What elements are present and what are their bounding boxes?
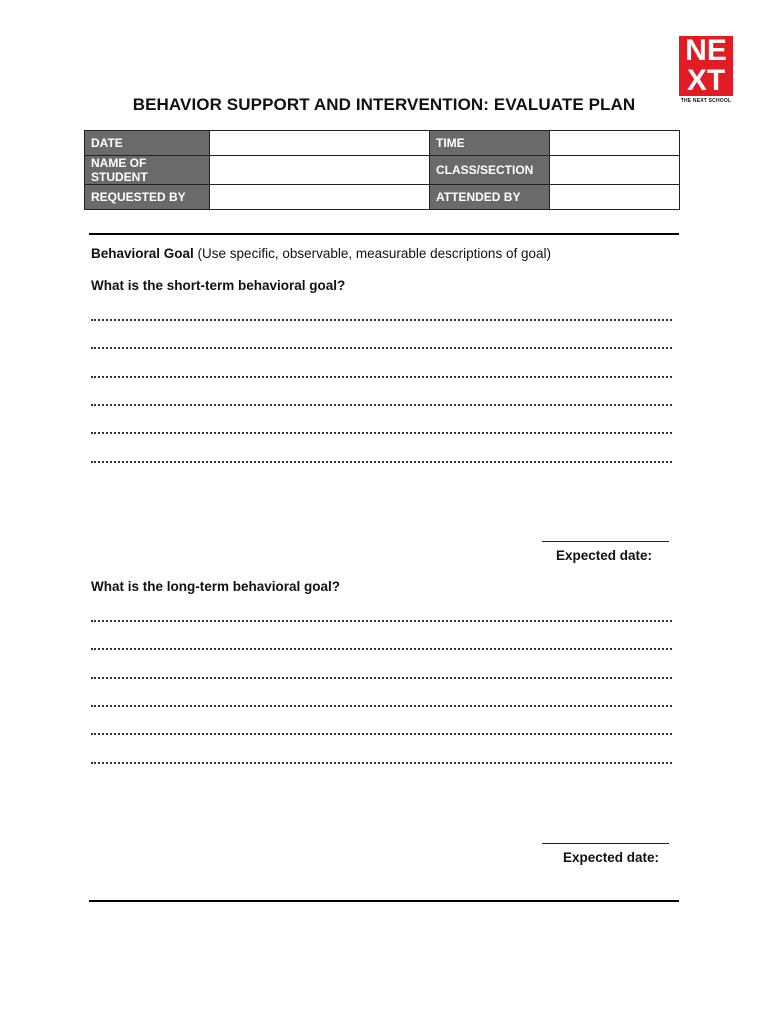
short-term-question: What is the short-term behavioral goal? xyxy=(91,278,346,293)
next-school-logo xyxy=(679,36,733,104)
long-term-answer-line-4[interactable] xyxy=(91,705,672,707)
short-term-answer-line-5[interactable] xyxy=(91,432,672,434)
section-divider-bottom xyxy=(89,900,679,902)
logo-line2: XT xyxy=(686,64,726,97)
logo-line1: NE xyxy=(685,34,727,67)
student-name-label: NAME OF STUDENT xyxy=(85,156,210,185)
short-term-answer-line-4[interactable] xyxy=(91,404,672,406)
long-term-answer-line-1[interactable] xyxy=(91,620,672,622)
time-label: TIME xyxy=(430,131,550,156)
behavioral-goal-note: (Use specific, observable, measurable descriptions of goal) xyxy=(193,246,551,261)
attended-by-field[interactable] xyxy=(550,185,680,210)
attended-by-label: ATTENDED BY xyxy=(430,185,550,210)
long-term-answer-line-6[interactable] xyxy=(91,762,672,764)
student-name-field[interactable] xyxy=(210,156,430,185)
short-term-expected-date-label: Expected date: xyxy=(556,548,653,563)
table-row xyxy=(85,185,680,210)
short-term-expected-date-line[interactable] xyxy=(542,541,669,542)
table-row xyxy=(85,131,680,156)
time-field[interactable] xyxy=(550,131,680,156)
logo-mark xyxy=(679,36,733,96)
section-divider-top xyxy=(89,233,679,235)
short-term-answer-line-2[interactable] xyxy=(91,347,672,349)
requested-by-field[interactable] xyxy=(210,185,430,210)
date-label: DATE xyxy=(85,131,210,156)
table-row xyxy=(85,156,680,185)
behavioral-goal-intro xyxy=(91,246,551,261)
behavioral-goal-heading: Behavioral Goal xyxy=(91,246,194,261)
long-term-expected-date-line[interactable] xyxy=(542,843,669,844)
logo-tagline: THE NEXT SCHOOL xyxy=(680,98,732,104)
long-term-answer-line-2[interactable] xyxy=(91,648,672,650)
class-section-label: CLASS/SECTION xyxy=(430,156,550,185)
short-term-answer-line-3[interactable] xyxy=(91,376,672,378)
short-term-answer-line-6[interactable] xyxy=(91,461,672,463)
long-term-expected-date-label: Expected date: xyxy=(563,850,660,865)
long-term-answer-line-3[interactable] xyxy=(91,677,672,679)
requested-by-label: REQUESTED BY xyxy=(85,185,210,210)
long-term-question: What is the long-term behavioral goal? xyxy=(91,579,341,594)
date-field[interactable] xyxy=(210,131,430,156)
short-term-answer-line-1[interactable] xyxy=(91,319,672,321)
class-section-field[interactable] xyxy=(550,156,680,185)
page-title: BEHAVIOR SUPPORT AND INTERVENTION: EVALUATE PLAN xyxy=(132,95,636,114)
info-table xyxy=(84,130,680,210)
long-term-answer-line-5[interactable] xyxy=(91,733,672,735)
